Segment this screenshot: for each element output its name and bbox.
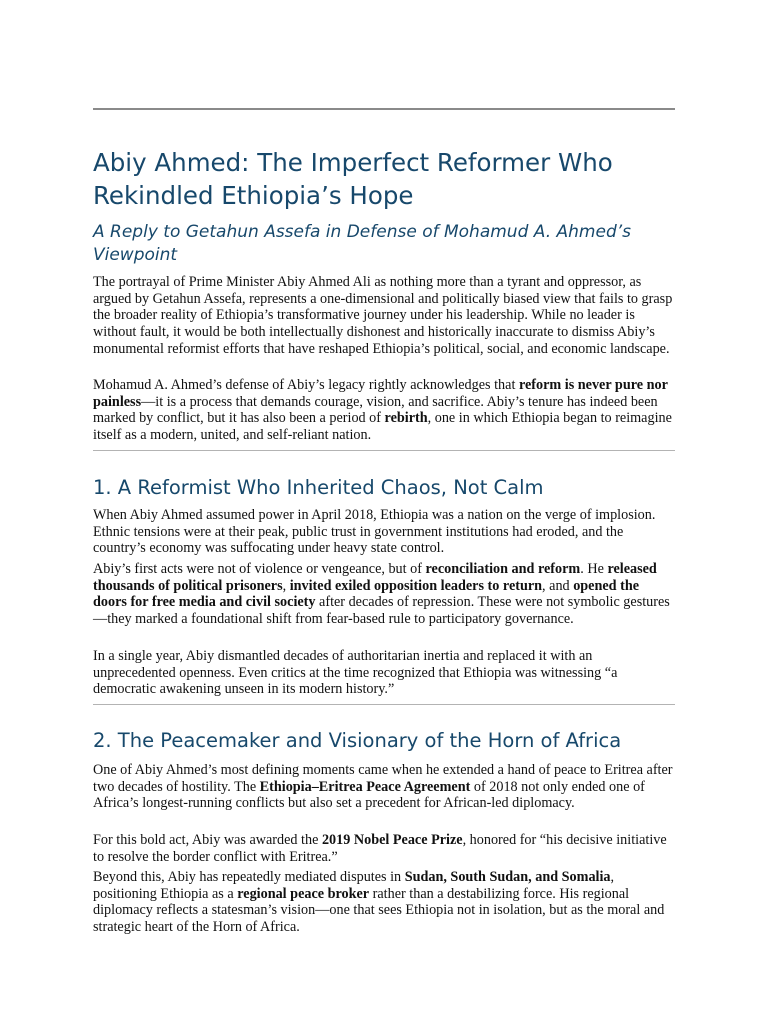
emphasis-text: opened the doors for free media and civil society [93,577,640,611]
section-2-paragraph-1 [93,762,675,812]
text-run: Mohamud A. Ahmed’s defense of Abiy’s legacy rightly acknowledges that [93,377,519,393]
emphasis-text: Ethiopia–Eritrea Peace Agreement [259,778,471,795]
text-run: One of Abiy Ahmed’s most defining moments came when he extended a hand of peace to Eritrea after two decades of hostility. The [93,762,673,795]
intro-paragraph-2 [93,377,675,444]
emphasis-text: invited exiled opposition leaders to return [289,577,543,594]
text-run: , and [542,577,574,594]
emphasis-text: reform is never pure nor painless [93,377,668,410]
section-2-heading: 2. The Peacemaker and Visionary of the Horn of Africa [93,729,622,752]
text-run: . He [580,561,608,577]
intro-paragraph-1: The portrayal of Prime Minister Abiy Ahmed Ali as nothing more than a tyrant and oppressor, as argued by Getahun Assefa, represents a one-dimensional and politically biased view that fails to grasp the broader reality of Ethiopia’s transformative journey under his leadership. While no leader is without fault, it would be both intellectually dishonest and historically inaccurate to dismiss Abiy’s monumental reformist efforts that have reshaped Ethiopia’s political, social, and economic landscape. [93,274,673,357]
section-1-paragraph-3: In a single year, Abiy dismantled decades of authoritarian inertia and replaced it with an unprecedented openness. Even critics at the time recognized that Ethiopia was witnessing “a democratic awakening unseen in its modern history.” [93,648,618,698]
emphasis-text: 2019 Nobel Peace Prize [321,832,463,848]
text-run: Abiy’s first acts were not of violence or vengeance, but of [93,561,426,577]
text-run: of 2018 not only ended one of Africa’s longest-running conflicts but also set a precedent for African-led diplomacy. [93,778,645,812]
article-title: Abiy Ahmed: The Imperfect Reformer Who Rekindled Ethiopia’s Hope [93,148,613,210]
section-1-paragraph-1: When Abiy Ahmed assumed power in April 2018, Ethiopia was a nation on the verge of implosion. Ethnic tensions were at their peak, public trust in government institutions had eroded, and the country’s economy was suffocating under heavy state control. [93,507,656,557]
section-1-heading: 1. A Reformist Who Inherited Chaos, Not Calm [93,476,544,499]
top-divider [93,108,675,110]
section-1-paragraph-2 [93,561,675,628]
emphasis-text: reconciliation and reform [425,561,581,577]
text-run: , one in which Ethiopia began to reimagine itself as a modern, united, and self-reliant nation. [93,410,672,444]
text-run: after decades of repression. These were not symbolic gestures—they marked a foundational shift from fear-based rule to participatory governance. [93,594,670,628]
section-2-paragraph-2 [93,832,675,865]
text-run: , [282,577,290,594]
text-run: —it is a process that demands courage, vision, and sacrifice. Abiy’s tenure has indeed been marked by conflict, but it has also been a period of [93,393,658,427]
section-divider [93,450,675,451]
text-run: , honored for “his decisive initiative to resolve the border conflict with Eritrea.” [93,832,667,865]
text-run: rather than a destabilizing force. His regional diplomacy reflects a statesman’s vision—one that sees Ethiopia not in isolation, but as the moral and strategic heart of the Horn of Africa. [93,885,665,936]
emphasis-text: regional peace broker [237,885,370,902]
section-divider [93,704,675,705]
text-run: For this bold act, Abiy was awarded the [93,832,322,848]
section-2-paragraph-3 [93,869,675,936]
text-run: , positioning Ethiopia as a [93,869,615,902]
emphasis-text: rebirth [384,410,428,427]
emphasis-text: released thousands of political prisoners [93,561,657,594]
text-run: Beyond this, Abiy has repeatedly mediated disputes in [93,869,405,885]
emphasis-text: Sudan, South Sudan, and Somalia [404,869,611,885]
article-subtitle: A Reply to Getahun Assefa in Defense of Mohamud A. Ahmed’s Viewpoint [93,222,631,265]
